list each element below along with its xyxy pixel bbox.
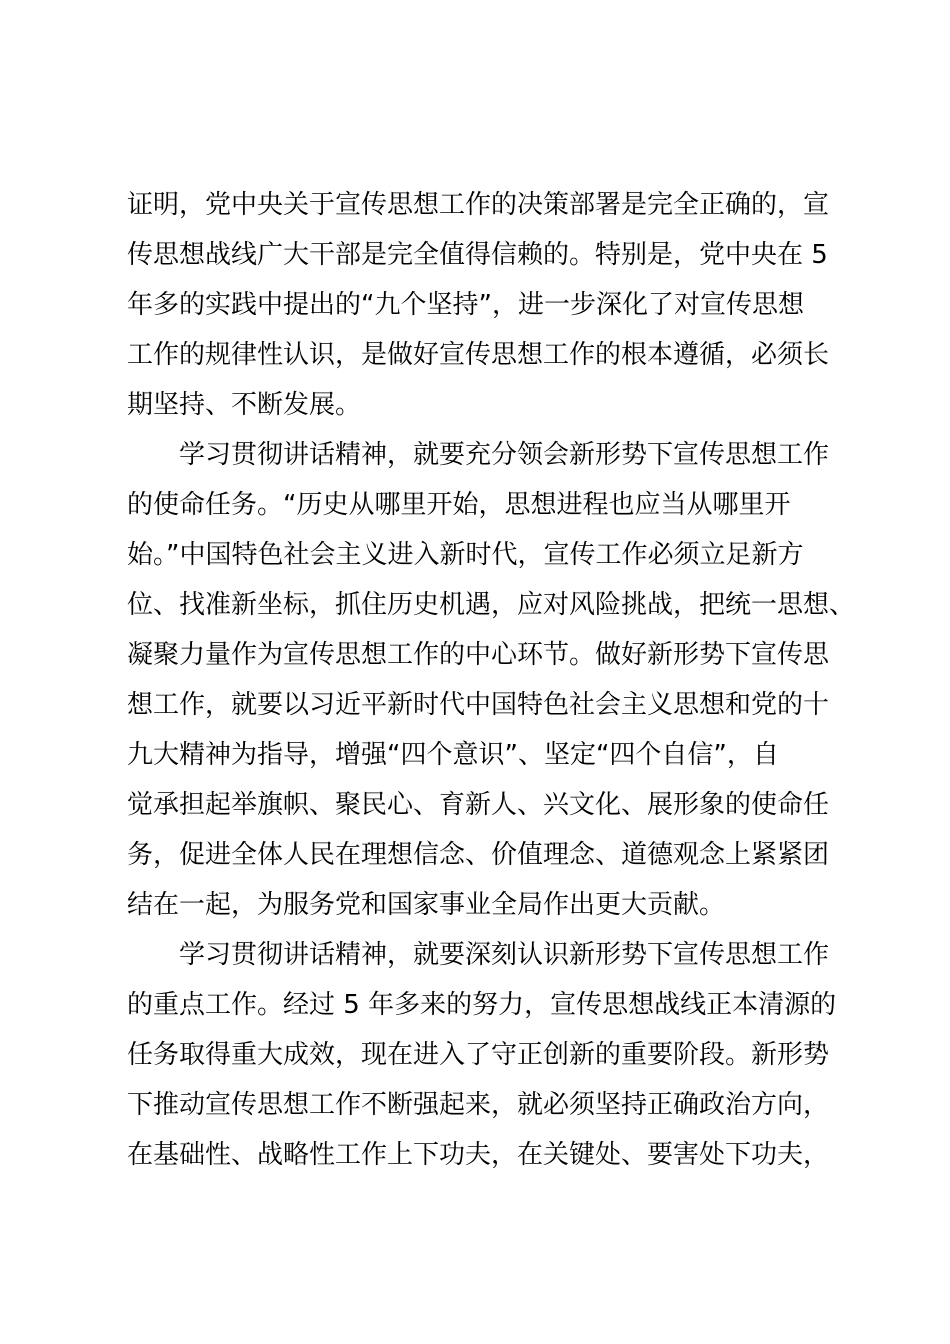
body-text: [127, 180, 856, 1180]
text-line: 工作的规律性认识，是做好宣传思想工作的根本遵循，必须长: [127, 340, 830, 370]
text-line: 证明，党中央关于宣传思想工作的决策部署是完全正确的，宣: [127, 190, 830, 220]
text-line: 凝聚力量作为宣传思想工作的中心环节。做好新形势下宣传思: [127, 640, 830, 670]
text-line: 始。”中国特色社会主义进入新时代，宣传工作必须立足新方: [127, 540, 804, 570]
text-line: 学习贯彻讲话精神，就要深刻认识新形势下宣传思想工作: [179, 940, 830, 970]
paragraph-2: [127, 430, 856, 930]
text-line: 年多的实践中提出的“九个坚持”，进一步深化了对宣传思想: [127, 290, 804, 320]
text-line: 学习贯彻讲话精神，就要充分领会新形势下宣传思想工作: [179, 440, 830, 470]
text-line: 期坚持、不断发展。: [127, 390, 362, 420]
text-line: 的重点工作。经过 5 年多来的努力，宣传思想战线正本清源的: [127, 990, 837, 1020]
text-line: 想工作，就要以习近平新时代中国特色社会主义思想和党的十: [127, 690, 830, 720]
text-line: 任务取得重大成效，现在进入了守正创新的重要阶段。新形势: [127, 1040, 830, 1070]
text-line: 觉承担起举旗帜、聚民心、育新人、兴文化、展形象的使命任: [127, 790, 830, 820]
text-line: 下推动宣传思想工作不断强起来，就必须坚持正确政治方向，: [127, 1090, 830, 1120]
paragraph-1: [127, 180, 839, 430]
text-line: 九大精神为指导，增强“四个意识”、坚定“四个自信”，自: [127, 740, 779, 770]
text-line: 务，促进全体人民在理想信念、价值理念、道德观念上紧紧团: [127, 840, 830, 870]
text-line: 位、找准新坐标，抓住历史机遇，应对风险挑战，把统一思想、: [127, 590, 856, 620]
text-line: 结在一起，为服务党和国家事业全局作出更大贡献。: [127, 890, 726, 920]
paragraph-3: [127, 930, 839, 1180]
text-line: 的使命任务。“历史从哪里开始，思想进程也应当从哪里开: [127, 490, 791, 520]
text-line: 传思想战线广大干部是完全值得信赖的。特别是，党中央在 5: [127, 240, 828, 270]
text-line: 在基础性、战略性工作上下功夫，在关键处、要害处下功夫，: [127, 1140, 830, 1170]
